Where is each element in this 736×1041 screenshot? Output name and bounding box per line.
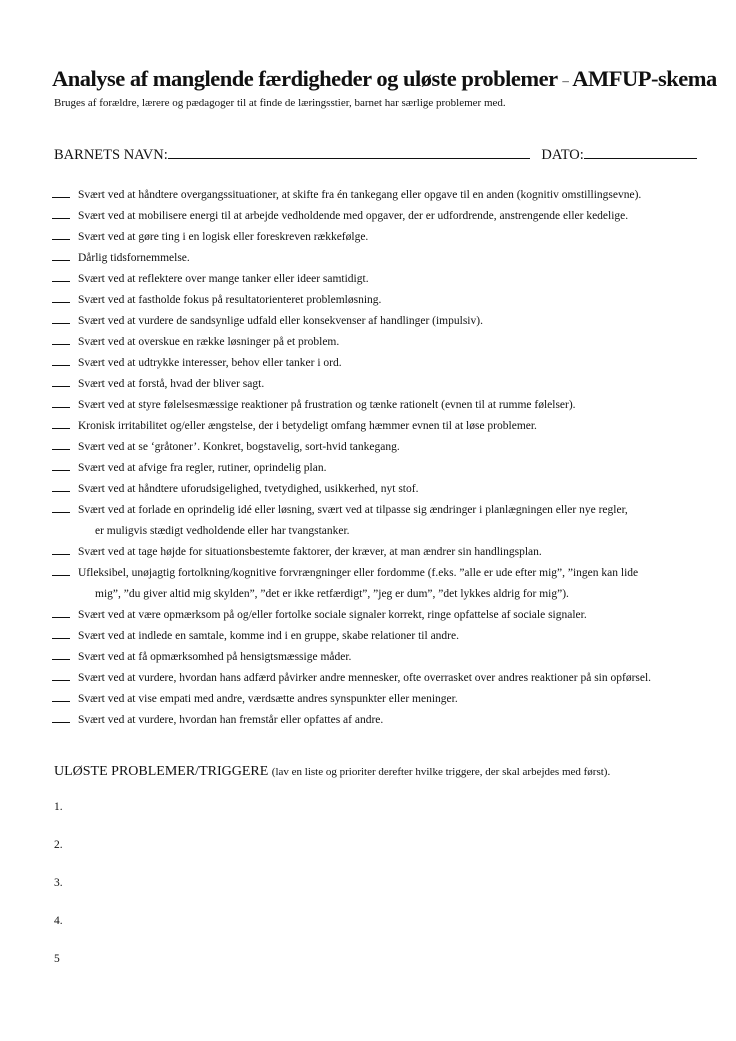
- rating-blank[interactable]: [52, 606, 70, 618]
- checklist-item: [52, 437, 722, 458]
- section-note: (lav en liste og prioriter derefter hvilke triggere, der skal arbejdes med først).: [271, 766, 611, 778]
- checklist-item-text: Svært ved at være opmærksom på og/eller fortolke sociale signaler korrekt, ringe opfattelse af sociale signaler.: [78, 609, 587, 621]
- checklist-item-text: Svært ved at overskue en række løsninger på et problem.: [78, 336, 340, 348]
- checklist-item: [52, 227, 722, 248]
- checklist-item: [52, 563, 722, 605]
- unsolved-problems-heading: [54, 764, 610, 780]
- rating-blank[interactable]: [52, 354, 70, 366]
- child-name-field[interactable]: [168, 145, 530, 159]
- checklist-item: [52, 206, 722, 227]
- rating-blank[interactable]: [52, 228, 70, 240]
- checklist-item: [52, 500, 722, 542]
- checklist-item: [52, 248, 722, 269]
- checklist-item: [52, 332, 722, 353]
- skills-checklist: [52, 185, 722, 731]
- rating-blank[interactable]: [52, 186, 70, 198]
- checklist-item-text: Svært ved at vise empati med andre, værdsætte andres synspunkter eller meninger.: [78, 693, 458, 705]
- rating-blank[interactable]: [52, 207, 70, 219]
- rating-blank[interactable]: [52, 480, 70, 492]
- checklist-item: [52, 416, 722, 437]
- checklist-item-text: Svært ved at indlede en samtale, komme ind i en gruppe, skabe relationer til andre.: [78, 630, 459, 642]
- checklist-item-text: Svært ved at gøre ting i en logisk eller foreskreven rækkefølge.: [78, 231, 369, 243]
- title-main: Analyse af manglende færdigheder og uløste problemer: [52, 66, 558, 91]
- rating-blank[interactable]: [52, 417, 70, 429]
- checklist-item: [52, 185, 722, 206]
- rating-blank[interactable]: [52, 291, 70, 303]
- rating-blank[interactable]: [52, 333, 70, 345]
- checklist-item-text: Svært ved at mobilisere energi til at arbejde vedholdende med opgaver, der er udfordrende, anstrengende eller kedelige.: [78, 210, 629, 222]
- problem-number: 2.: [54, 839, 63, 851]
- checklist-item-text: Kronisk irritabilitet og/eller ængstelse, der i betydeligt omfang hæmmer evnen til at løse problemer.: [78, 420, 537, 432]
- child-name-label: BARNETS NAVN:: [54, 147, 168, 163]
- checklist-item-text: Svært ved at få opmærksomhed på hensigtsmæssige måder.: [78, 651, 352, 663]
- rating-blank[interactable]: [52, 396, 70, 408]
- checklist-item: [52, 395, 722, 416]
- title-dash: –: [562, 72, 569, 88]
- problem-list: [54, 800, 63, 990]
- checklist-item: [52, 269, 722, 290]
- checklist-item: [52, 290, 722, 311]
- page-subtitle: Bruges af forældre, lærere og pædagoger til at finde de læringsstier, barnet har særlige problemer med.: [54, 97, 506, 109]
- checklist-item-text: Svært ved at håndtere overgangssituationer, at skifte fra én tankegang eller opgave til en anden (kognitiv omstillingsevne).: [78, 189, 642, 201]
- checklist-item-text: Svært ved at udtrykke interesser, behov eller tanker i ord.: [78, 357, 342, 369]
- problem-number: 1.: [54, 801, 63, 813]
- rating-blank[interactable]: [52, 564, 70, 576]
- rating-blank[interactable]: [52, 669, 70, 681]
- checklist-item-text: Svært ved at se ‘gråtoner’. Konkret, bogstavelig, sort-hvid tankegang.: [78, 441, 400, 453]
- checklist-item: [52, 626, 722, 647]
- name-date-row: [54, 145, 704, 164]
- section-title: ULØSTE PROBLEMER/TRIGGERE: [54, 764, 269, 779]
- checklist-item: [52, 647, 722, 668]
- checklist-item-text: Svært ved at fastholde fokus på resultatorienteret problemløsning.: [78, 294, 382, 306]
- problem-number: 5: [54, 953, 60, 965]
- checklist-item-text: Svært ved at tage højde for situationsbestemte faktorer, der kræver, at man ændrer sin handlingsplan.: [78, 546, 542, 558]
- rating-blank[interactable]: [52, 711, 70, 723]
- rating-blank[interactable]: [52, 543, 70, 555]
- checklist-item: [52, 374, 722, 395]
- checklist-item-text: Svært ved at forlade en oprindelig idé eller løsning, svært ved at tilpasse sig ændringer i planlægningen eller nye regler,: [78, 504, 628, 516]
- rating-blank[interactable]: [52, 690, 70, 702]
- checklist-item: [52, 542, 722, 563]
- checklist-item: [52, 668, 722, 689]
- checklist-item-text: Svært ved at forstå, hvad der bliver sagt.: [78, 378, 265, 390]
- checklist-item-continuation: mig”, ”du giver altid mig skylden”, ”det er ikke retfærdigt”, ”jeg er dum”, ”det lykkes aldrig for mig”).: [95, 588, 569, 600]
- checklist-item-text: Svært ved at styre følelsesmæssige reaktioner på frustration og tænke rationelt (evnen til at rumme følelser).: [78, 399, 576, 411]
- rating-blank[interactable]: [52, 375, 70, 387]
- rating-blank[interactable]: [52, 270, 70, 282]
- checklist-item-text: Ufleksibel, unøjagtig fortolkning/kognitive forvrængninger eller fordomme (f.eks. ”alle er ude efter mig”, ”ingen kan lide: [78, 567, 639, 579]
- title-suffix: AMFUP-skema: [572, 66, 717, 91]
- checklist-item: [52, 605, 722, 626]
- rating-blank[interactable]: [52, 312, 70, 324]
- checklist-item-text: Svært ved at afvige fra regler, rutiner, oprindelig plan.: [78, 462, 327, 474]
- checklist-item: [52, 458, 722, 479]
- checklist-item-text: Svært ved at vurdere de sandsynlige udfald eller konsekvenser af handlinger (impulsiv).: [78, 315, 483, 327]
- checklist-item: [52, 353, 722, 374]
- checklist-item-text: Svært ved at vurdere, hvordan han fremstår eller opfattes af andre.: [78, 714, 384, 726]
- checklist-item-text: Svært ved at vurdere, hvordan hans adfærd påvirker andre mennesker, ofte overrasket over andres reaktioner på sin opførsel.: [78, 672, 652, 684]
- rating-blank[interactable]: [52, 459, 70, 471]
- rating-blank[interactable]: [52, 501, 70, 513]
- rating-blank[interactable]: [52, 627, 70, 639]
- date-field[interactable]: [584, 145, 697, 159]
- problem-number: 3.: [54, 877, 63, 889]
- checklist-item-text: Svært ved at håndtere uforudsigelighed, tvetydighed, usikkerhed, nyt stof.: [78, 483, 419, 495]
- checklist-item: [52, 311, 722, 332]
- checklist-item: [52, 710, 722, 731]
- checklist-item: [52, 479, 722, 500]
- rating-blank[interactable]: [52, 249, 70, 261]
- checklist-item-continuation: er muligvis stædigt vedholdende eller har tvangstanker.: [95, 525, 350, 537]
- page-title: [52, 66, 717, 92]
- rating-blank[interactable]: [52, 648, 70, 660]
- checklist-item-text: Svært ved at reflektere over mange tanker eller ideer samtidigt.: [78, 273, 369, 285]
- problem-number: 4.: [54, 915, 63, 927]
- checklist-item-text: Dårlig tidsfornemmelse.: [78, 252, 190, 264]
- date-label: DATO:: [541, 147, 584, 163]
- checklist-item: [52, 689, 722, 710]
- rating-blank[interactable]: [52, 438, 70, 450]
